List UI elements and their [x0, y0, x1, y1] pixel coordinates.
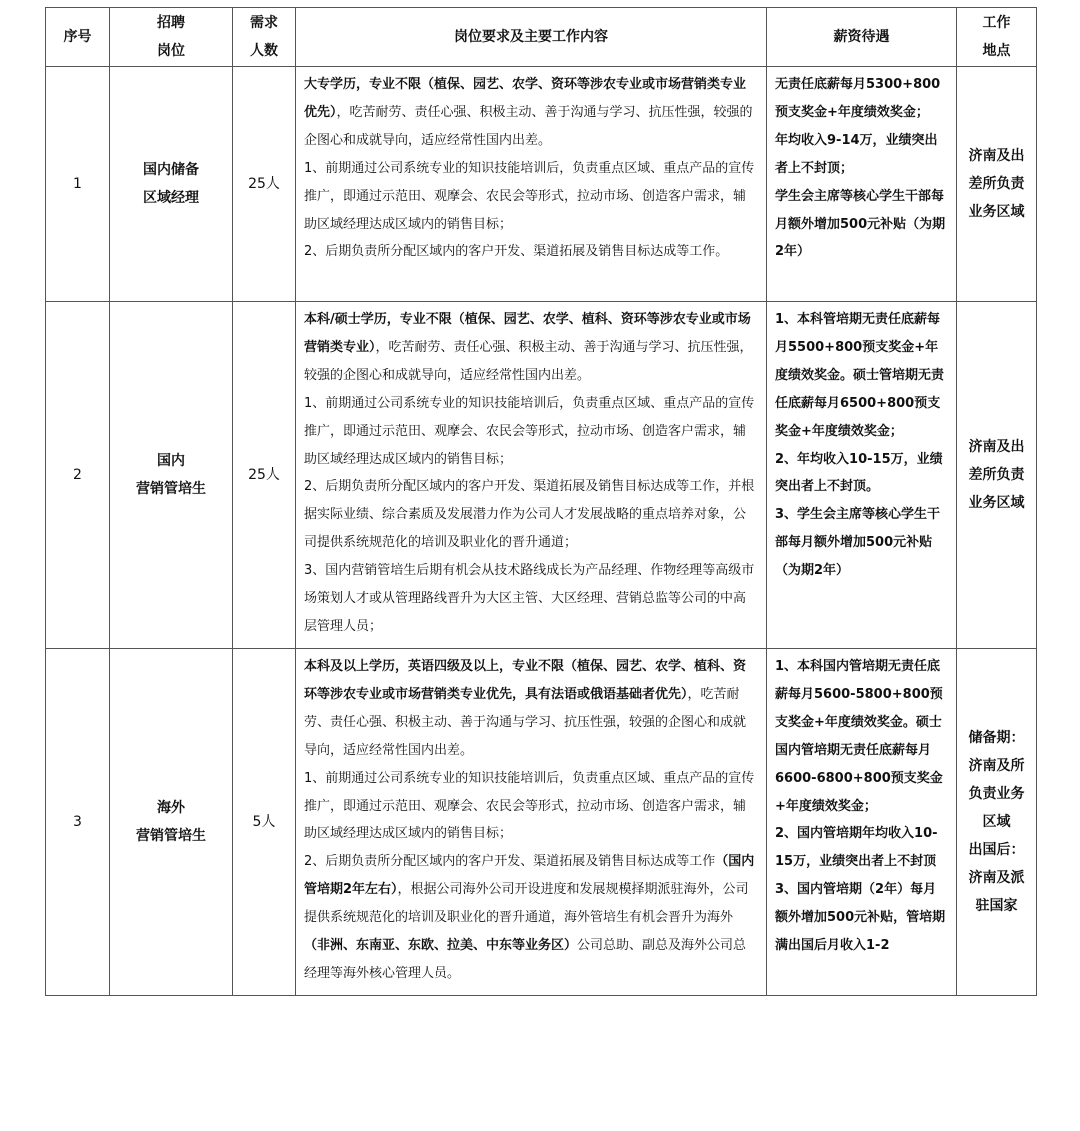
header-requirements: 岗位要求及主要工作内容 — [296, 8, 767, 67]
position-name: 海外 营销管培生 — [110, 649, 233, 996]
header-row — [46, 8, 1037, 67]
requirements-cell: 本科/硕士学历，专业不限（植保、园艺、农学、植科、资环等涉农专业或市场营销类专业），吃苦耐劳、责任心强、积极主动、善于沟通与学习、抗压性强，较强的企图心和成就导向，适应经常性国内出差。 1、前期通过公司系统专业的知识技能培训后，负责重点区域、重点产品的宣传推广，即通过示范田、观摩会、农民会等形式，拉动市场、创造客户需求，辅助区域经理达成区域内的销售目标； 2、后期负责所分配区域内的客户开发、渠道拓展及销售目标达成等工作，并根据实际业绩、综合素质及发展潜力作为公司人才发展战略的重点培养对象，公司提供系统规范化的培训及职业化的晋升通道； 3、国内营销管培生后期有机会从技术路线成长为产品经理、作物经理等高级市场策划人才或从管理路线晋升为大区主管、大区经理、营销总监等公司的中高层管理人员； — [296, 302, 767, 649]
location-cell: 济南及出差所负责业务区域 — [957, 302, 1037, 649]
position-name: 国内 营销管培生 — [110, 302, 233, 649]
header-salary: 薪资待遇 — [767, 8, 957, 67]
header-position: 招聘 岗位 — [110, 8, 233, 67]
position-name: 国内储备 区域经理 — [110, 67, 233, 302]
requirements-cell: 本科及以上学历，英语四级及以上，专业不限（植保、园艺、农学、植科、资环等涉农专业或市场营销类专业优先，具有法语或俄语基础者优先），吃苦耐劳、责任心强、积极主动、善于沟通与学习、抗压性强，较强的企图心和成就导向，适应经常性国内出差。 1、前期通过公司系统专业的知识技能培训后，负责重点区域、重点产品的宣传推广，即通过示范田、观摩会、农民会等形式，拉动市场、创造客户需求，辅助区域经理达成区域内的销售目标； 2、后期负责所分配区域内的客户开发、渠道拓展及销售目标达成等工作（国内管培期2年左右），根据公司海外公司开设进度和发展规模择期派驻海外，公司提供系统规范化的培训及职业化的晋升通道，海外管培生有机会晋升为海外（非洲、东南亚、东欧、拉美、中东等业务区）公司总助、副总及海外公司总经理等海外核心管理人员。 — [296, 649, 767, 996]
row-number: 3 — [46, 649, 110, 996]
header-location: 工作 地点 — [957, 8, 1037, 67]
table-row — [46, 649, 1037, 996]
row-number: 1 — [46, 67, 110, 302]
headcount: 5人 — [233, 649, 296, 996]
header-no: 序号 — [46, 8, 110, 67]
salary-cell: 无责任底薪每月5300+800预支奖金+年度绩效奖金； 年均收入9-14万，业绩突出者上不封顶； 学生会主席等核心学生干部每月额外增加500元补贴（为期2年） — [767, 67, 957, 302]
location-cell: 储备期：济南及所负责业务区域 出国后：济南及派驻国家 — [957, 649, 1037, 996]
recruitment-table — [45, 7, 1037, 996]
requirements-cell: 大专学历，专业不限（植保、园艺、农学、资环等涉农专业或市场营销类专业优先），吃苦耐劳、责任心强、积极主动、善于沟通与学习、抗压性强，较强的企图心和成就导向，适应经常性国内出差。 1、前期通过公司系统专业的知识技能培训后，负责重点区域、重点产品的宣传推广，即通过示范田、观摩会、农民会等形式，拉动市场、创造客户需求，辅助区域经理达成区域内的销售目标； 2、后期负责所分配区域内的客户开发、渠道拓展及销售目标达成等工作。 — [296, 67, 767, 302]
salary-cell: 1、本科国内管培期无责任底薪每月5600-5800+800预支奖金+年度绩效奖金。硕士国内管培期无责任底薪每月6600-6800+800预支奖金+年度绩效奖金； 2、国内管培期年均收入10-15万，业绩突出者上不封顶 3、国内管培期（2年）每月额外增加500元补贴，管培期满出国后月收入1-2 — [767, 649, 957, 996]
location-cell: 济南及出差所负责业务区域 — [957, 67, 1037, 302]
row-number: 2 — [46, 302, 110, 649]
table-row — [46, 67, 1037, 302]
salary-cell: 1、本科管培期无责任底薪每月5500+800预支奖金+年度绩效奖金。硕士管培期无责任底薪每月6500+800预支奖金+年度绩效奖金； 2、年均收入10-15万，业绩突出者上不封顶。 3、学生会主席等核心学生干部每月额外增加500元补贴（为期2年） — [767, 302, 957, 649]
headcount: 25人 — [233, 67, 296, 302]
headcount: 25人 — [233, 302, 296, 649]
header-count: 需求 人数 — [233, 8, 296, 67]
table-row — [46, 302, 1037, 649]
